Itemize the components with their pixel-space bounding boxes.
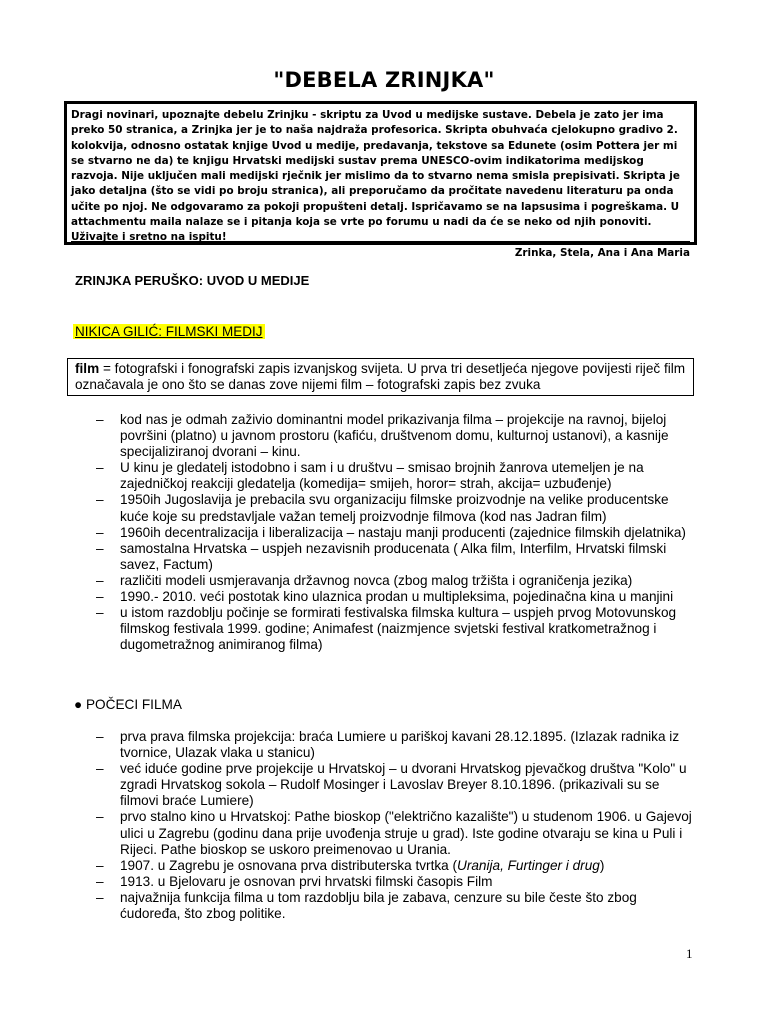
- dash-bullet: –: [96, 873, 104, 889]
- dash-bullet: –: [96, 589, 104, 605]
- list-item-text: 1960ih decentralizacija i liberalizacija – nastaju manji producenti (zajednice filmskih djelatnika): [120, 524, 686, 540]
- list-item-text: najvažnija funkcija filma u tom razdoblju bila je zabava, cenzure su bile česte što zbog ćudoređa, što zbog politike.: [120, 889, 637, 922]
- dash-bullet: –: [96, 540, 104, 556]
- list-item-text: prvo stalno kino u Hrvatskoj: Pathe bioskop ("električno kazalište") u studenom 1906. u Gajevoj ulici u Zagrebu (godinu dana prije uvođenja struje u grad). Iste godine otvaraju se kina u Puli i Rijeci. Pathe bioskop se uskoro preimenovao u Urania.: [120, 809, 692, 857]
- subsection-heading: ● POČECI FILMA: [74, 697, 182, 712]
- list-item: [96, 492, 696, 524]
- dash-bullet: –: [96, 857, 104, 873]
- list-item-text: različiti modeli usmjeravanja državnog novca (zbog malog tržišta i ograničenja jezika): [120, 572, 633, 588]
- list-item-text: 1913. u Bjelovaru je osnovan prvi hrvatski filmski časopis Film: [120, 873, 493, 889]
- list-item: [96, 541, 696, 573]
- section-title: ZRINJKA PERUŠKO: UVOD U MEDIJE: [75, 273, 310, 288]
- bullet-list-film-history: [96, 412, 696, 653]
- list-item: [96, 573, 696, 589]
- intro-box: [64, 101, 697, 259]
- list-item-text: u istom razdoblju počinje se formirati festivalska filmska kultura – uspjeh prvog Motovunskog filmskog festivala 1999. godine; Animafest (naizmjence svjetski festival kratkometražnog i dugometražnog animiranog filma): [120, 605, 677, 653]
- list-item: [96, 729, 696, 761]
- list-item: [96, 412, 696, 460]
- list-item: [96, 858, 696, 874]
- intro-inner-frame: [71, 108, 690, 259]
- dash-bullet: –: [96, 460, 104, 476]
- dash-bullet: –: [96, 761, 104, 777]
- list-item-text: prva prava filmska projekcija: braća Lumiere u pariškoj kavani 28.12.1895. (Izlazak radnika iz tvornice, Ulazak vlaka u stanicu): [120, 729, 680, 761]
- list-item: [96, 605, 696, 653]
- list-item: [96, 589, 696, 605]
- list-item: [96, 809, 696, 857]
- dash-bullet: –: [96, 524, 104, 540]
- dash-bullet: –: [96, 605, 104, 621]
- list-item: [96, 874, 696, 890]
- intro-signature: Zrinka, Stela, Ana i Ana Maria: [514, 246, 690, 259]
- list-item-text: 1950ih Jugoslavija je prebacila svu organizaciju filmske proizvodnje na velike producentske kuće koje su predstavljale važan temelj proizvodnje filmova (kod nas Jadran film): [120, 492, 669, 524]
- page-title: "DEBELA ZRINJKA": [273, 68, 495, 92]
- dash-bullet: –: [96, 492, 104, 508]
- intro-text: Dragi novinari, upoznajte debelu Zrinjku - skriptu za Uvod u medijske sustave. Debela je zato jer ima preko 50 stranica, a Zrinjka jer je to naša najdraža profesorica. Skripta obuhvaća cjelokupno gradivo 2. kolokvija, odnosno ostatak knjige Uvod u medije, predavanja, tekstove sa Edunete (osim Pottera jer mi se stvarno ne da) te knjigu Hrvatski medijski sustav prema UNESCO-ovim indikatorima medijskog razvoja. Nije uključen mali medijski rječnik jer mislimo da to stvarno nema smisla prepisivati. Skripta je jako detaljna (što se vidi po broju stranica), ali preporučamo da pročitate navedenu literaturu pa onda učite po njoj. Ne odgovaramo za pokoji propušteni detalj. Ispričavamo se na lapsusima i pogreškama. U attachmentu maila nalaze se i pitanja koja se vrte po forumu u nadi da će se neko od njih ponoviti. Uživajte i sretno na ispitu!: [71, 109, 680, 244]
- list-item: [96, 890, 696, 922]
- chapter-heading: NIKICA GILIĆ: FILMSKI MEDIJ: [75, 324, 263, 339]
- list-item-text-after: ): [599, 857, 605, 873]
- dash-bullet: –: [96, 809, 104, 825]
- list-item-text: 1990.- 2010. veći postotak kino ulaznica prodan u multipleksima, pojedinačna kina u manjini: [120, 589, 674, 605]
- dash-bullet: –: [96, 412, 104, 427]
- dash-bullet: –: [96, 572, 104, 588]
- list-item-text: 1907. u Zagrebu je osnovana prva distributerska tvrtka (: [120, 857, 458, 873]
- list-item-text: kod nas je odmah zaživio dominantni model prikazivanja filma – projekcije na ravnoj, bijeloj površini (platno) u javnom prostoru (kafiću, društvenom domu, kulturnoj ustanovi), a kasnije specijaliziranoj dvorani – kinu.: [120, 412, 669, 460]
- page-number: 1: [686, 946, 693, 961]
- definition-box: [67, 358, 694, 396]
- list-item-italic-text: Uranija, Furtinger i drug: [457, 857, 600, 873]
- definition-term: film: [75, 361, 100, 376]
- list-item: [96, 525, 696, 541]
- dash-bullet: –: [96, 729, 104, 744]
- definition-text: = fotografski i fonografski zapis izvanjskog svijeta. U prva tri desetljeća njegove povijesti riječ film označavala je ono što se danas zove nijemi film – fotografski zapis bez zvuka: [75, 361, 686, 393]
- bullet-list-film-beginnings: [96, 729, 696, 922]
- list-item: [96, 761, 696, 809]
- list-item: [96, 460, 696, 492]
- dash-bullet: –: [96, 889, 104, 905]
- list-item-text: već iduće godine prve projekcije u Hrvatskoj – u dvorani Hrvatskog pjevačkog društva "Kolo" u zgradi Hrvatskog sokola – Rudolf Mosinger i Lavoslav Breyer 8.10.1896. (prikazivali su se filmovi braće Lumiere): [120, 761, 687, 809]
- list-item-text: samostalna Hrvatska – uspjeh nezavisnih producenata ( Alka film, Interfilm, Hrvatski filmski savez, Factum): [120, 540, 667, 572]
- list-item-text: U kinu je gledatelj istodobno i sam i u društvu – smisao brojnih žanrova utemeljen je na zajedničkoj reakciji gledatelja (komedija= smijeh, horor= strah, akcija= uzbuđenje): [120, 460, 644, 492]
